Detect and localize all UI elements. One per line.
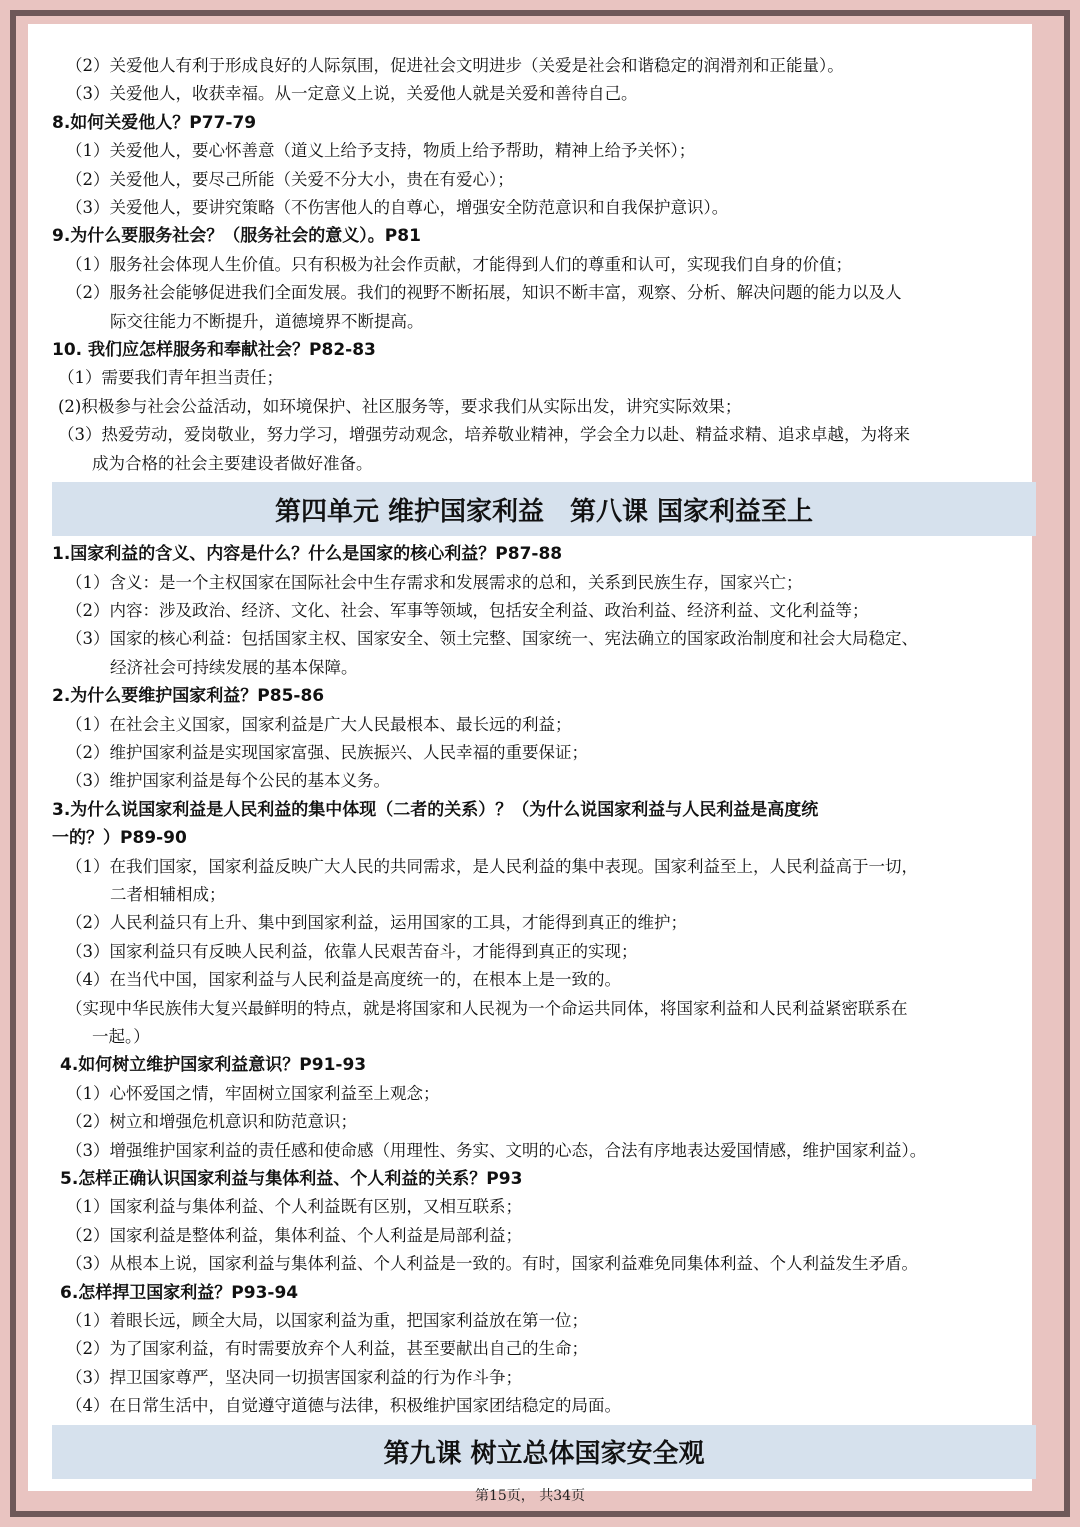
answer-line: （1）需要我们青年担当责任； bbox=[58, 368, 283, 388]
answer-line: （1）服务社会体现人生价值。只有积极为社会作贡献，才能得到人们的尊重和认可，实现我们自身的价值； bbox=[66, 254, 852, 274]
lesson-title: 第八课 国家利益至上 bbox=[570, 496, 814, 527]
answer-line: （2）维护国家利益是实现国家富强、民族振兴、人民幸福的重要保证； bbox=[66, 742, 588, 762]
question-heading: 4.如何树立维护国家利益意识？P91-93 bbox=[60, 1055, 367, 1076]
unit-banner bbox=[52, 482, 1036, 536]
lesson-title: 第九课 树立总体国家安全观 bbox=[383, 1439, 705, 1470]
answer-line: （3）从根本上说，国家利益与集体利益、个人利益是一致的。有时，国家利益难免同集体利益、个人利益发生矛盾。 bbox=[66, 1254, 918, 1274]
answer-line: （3）增强维护国家利益的责任感和使命感（用理性、务实、文明的心态，合法有序地表达爱国情感，维护国家利益）。 bbox=[66, 1140, 927, 1160]
answer-line-continued: 际交往能力不断提升，道德境界不断提高。 bbox=[110, 311, 424, 331]
question-heading: 2.为什么要维护国家利益？P85-86 bbox=[52, 686, 325, 707]
answer-line: （3）国家利益只有反映人民利益，依靠人民艰苦奋斗，才能得到真正的实现； bbox=[66, 941, 638, 961]
answer-line: （1）含义：是一个主权国家在国际社会中生存需求和发展需求的总和，关系到民族生存，国家兴亡； bbox=[66, 572, 803, 592]
page-content bbox=[52, 52, 1036, 1483]
question-heading: 10. 我们应怎样服务和奉献社会？P82-83 bbox=[52, 340, 376, 361]
answer-line: （1）着眼长远，顾全大局，以国家利益为重，把国家利益放在第一位； bbox=[66, 1311, 588, 1331]
note-line: （实现中华民族伟大复兴最鲜明的特点，就是将国家和人民视为一个命运共同体，将国家利益和人民利益紧密联系在 bbox=[66, 998, 908, 1018]
answer-line: （2）内容：涉及政治、经济、文化、社会、军事等领域，包括安全利益、政治利益、经济利益、文化利益等； bbox=[66, 600, 869, 620]
answer-line: （2）人民利益只有上升、集中到国家利益，运用国家的工具，才能得到真正的维护； bbox=[66, 913, 687, 933]
answer-line: （3）热爱劳动，爱岗敬业，努力学习，增强劳动观念，培养敬业精神，学会全力以赴、精益求精、追求卓越，为将来 bbox=[58, 425, 910, 445]
answer-line: （2）关爱他人有利于形成良好的人际氛围，促进社会文明进步（关爱是社会和谐稳定的润滑剂和正能量）。 bbox=[66, 56, 844, 75]
page-number: 第15页， 共34页 bbox=[474, 1488, 586, 1504]
answer-line: （4）在日常生活中，自觉遵守道德与法律，积极维护国家团结稳定的局面。 bbox=[66, 1396, 621, 1416]
answer-line: （2）为了国家利益，有时需要放弃个人利益，甚至要献出自己的生命； bbox=[66, 1339, 588, 1359]
answer-line: （2）服务社会能够促进我们全面发展。我们的视野不断拓展，知识不断丰富，观察、分析、解决问题的能力以及人 bbox=[66, 283, 902, 303]
answer-line: （3）捍卫国家尊严，坚决同一切损害国家利益的行为作斗争； bbox=[66, 1367, 522, 1387]
answer-line: （1）国家利益与集体利益、个人利益既有区别，又相互联系； bbox=[66, 1197, 522, 1217]
question-heading-continued: 一的？）P89-90 bbox=[52, 828, 187, 849]
question-heading: 3.为什么说国家利益是人民利益的集中体现（二者的关系）？（为什么说国家利益与人民利益是高度统 bbox=[52, 799, 819, 820]
answer-line: （2）树立和增强危机意识和防范意识； bbox=[66, 1112, 357, 1132]
answer-line: （1）关爱他人，要心怀善意（道义上给予支持，物质上给予帮助，精神上给予关怀）； bbox=[66, 141, 696, 161]
answer-line: （2）关爱他人，要尽己所能（关爱不分大小，贵在有爱心）； bbox=[66, 169, 514, 189]
question-heading: 5.怎样正确认识国家利益与集体利益、个人利益的关系？P93 bbox=[60, 1169, 523, 1190]
answer-line: （3）关爱他人，收获幸福。从一定意义上说，关爱他人就是关爱和善待自己。 bbox=[66, 84, 638, 104]
question-heading: 1.国家利益的含义、内容是什么？什么是国家的核心利益？P87-88 bbox=[52, 544, 563, 565]
note-line-continued: 一起。） bbox=[92, 1027, 150, 1046]
answer-line: （2）国家利益是整体利益，集体利益、个人利益是局部利益； bbox=[66, 1225, 522, 1245]
answer-line: （1）在我们国家，国家利益反映广大人民的共同需求，是人民利益的集中表现。国家利益至上，人民利益高于一切， bbox=[66, 856, 918, 876]
answer-line: （3）关爱他人，要讲究策略（不伤害他人的自尊心，增强安全防范意识和自我保护意识）。 bbox=[66, 198, 729, 218]
answer-line: （1）在社会主义国家，国家利益是广大人民最根本、最长远的利益； bbox=[66, 714, 572, 734]
unit-title: 第四单元 维护国家利益 bbox=[274, 496, 544, 527]
answer-line-continued: 经济社会可持续发展的基本保障。 bbox=[110, 657, 358, 677]
question-heading: 8.如何关爱他人？P77-79 bbox=[52, 112, 257, 133]
answer-line: （4）在当代中国，国家利益与人民利益是高度统一的，在根本上是一致的。 bbox=[66, 970, 621, 990]
answer-line: （1）心怀爱国之情，牢固树立国家利益至上观念； bbox=[66, 1083, 440, 1103]
lesson-banner bbox=[52, 1425, 1036, 1479]
answer-line: （3）国家的核心利益：包括国家主权、国家安全、领土完整、国家统一、宪法确立的国家政治制度和社会大局稳定、 bbox=[66, 629, 918, 649]
question-heading: 6.怎样捍卫国家利益？P93-94 bbox=[60, 1282, 299, 1303]
document-page bbox=[28, 24, 1032, 1504]
answer-line-continued: 成为合格的社会主要建设者做好准备。 bbox=[92, 453, 373, 473]
question-heading: 9.为什么要服务社会？（服务社会的意义）。P81 bbox=[52, 226, 421, 247]
answer-line: (2)积极参与社会公益活动，如环境保护、社区服务等，要求我们从实际出发，讲究实际效果； bbox=[58, 396, 742, 416]
answer-line: （3）维护国家利益是每个公民的基本义务。 bbox=[66, 771, 390, 791]
answer-line-continued: 二者相辅相成； bbox=[110, 884, 226, 904]
